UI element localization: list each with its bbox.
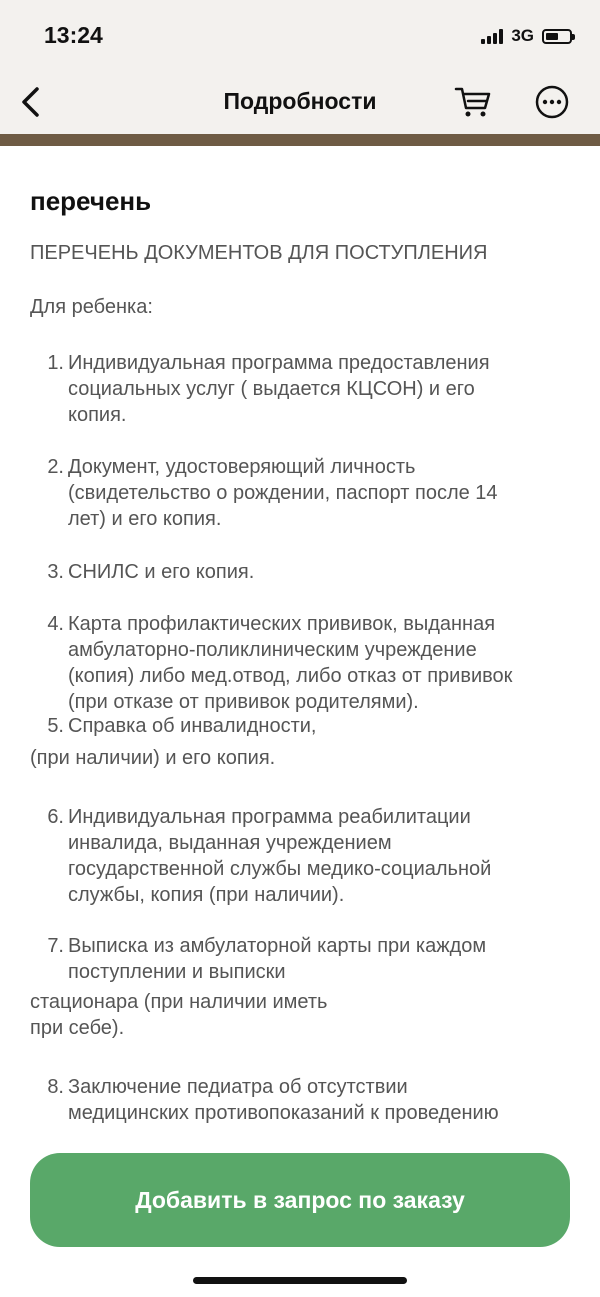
section-title: перечень [30,186,152,216]
list-item-number: 6. [47,806,64,828]
list-item-line: медицинских противопоказаний к проведению [68,1102,499,1124]
list-item-line: копия. [68,404,127,426]
add-to-request-button[interactable]: Добавить в запрос по заказу [30,1153,570,1247]
nav-bar [0,70,600,134]
list-item-line: инвалида, выданная учреждением [68,832,392,854]
list-item-line: Справка об инвалидности, [68,715,317,737]
list-item-number: 7. [47,935,64,957]
list-item-line: Индивидуальная программа реабилитации [68,806,471,828]
home-indicator [193,1277,407,1284]
cart-button[interactable] [453,84,493,120]
document-list-heading: ПЕРЕЧЕНЬ ДОКУМЕНТОВ ДЛЯ ПОСТУПЛЕНИЯ [30,242,488,264]
network-label: 3G [511,26,534,45]
list-item-line: Индивидуальная программа предоставления [68,352,490,374]
list-item-number: 5. [47,715,64,737]
signal-icon [481,28,503,44]
child-subheading: Для ребенка: [30,296,153,318]
status-time: 13:24 [44,22,103,48]
nav-divider [0,134,600,146]
list-item-line: Документ, удостоверяющий личность [68,456,416,478]
list-item-line: государственной службы медико-социальной [68,858,492,880]
list-item-number: 4. [47,613,64,635]
list-item-line: социальных услуг ( выдается КЦСОН) и его [68,378,475,400]
list-item-line: СНИЛС и его копия. [68,561,255,583]
list-item-number: 3. [47,561,64,583]
list-item-continuation: при себе). [30,1017,125,1039]
page-title: Подробности [223,88,377,114]
list-item-line: службы, копия (при наличии). [68,884,345,906]
list-item-line: амбулаторно-поликлиническим учреждение [68,639,477,661]
list-item-line: (при отказе от прививок родителями). [68,691,419,713]
list-item-line: лет) и его копия. [68,508,222,530]
list-item-line: Карта профилактических прививок, выданная [68,613,496,635]
battery-icon [542,29,572,44]
more-icon [534,84,570,120]
cart-icon [453,84,493,120]
list-item-line: (копия) либо мед.отвод, либо отказ от прививок [68,665,513,687]
list-item-line: Выписка из амбулаторной карты при каждом [68,935,487,957]
details-content [0,146,600,1297]
list-item-number: 2. [47,456,64,478]
status-bar [0,0,600,70]
list-item-continuation: (при наличии) и его копия. [30,747,276,769]
more-button[interactable] [534,84,570,120]
list-item-line: поступлении и выписки [68,961,286,983]
list-item-number: 1. [47,352,64,374]
list-item-continuation: стационара (при наличии иметь [30,991,328,1013]
list-item-number: 8. [47,1076,64,1098]
status-indicators [481,24,572,48]
list-item-line: (свидетельство о рождении, паспорт после 14 [68,482,498,504]
list-item-line: Заключение педиатра об отсутствии [68,1076,408,1098]
